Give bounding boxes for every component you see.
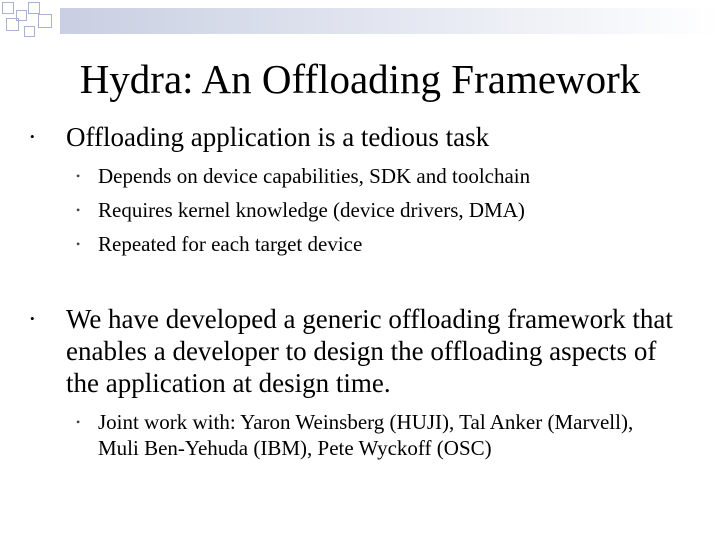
header-decoration [0,0,720,40]
decor-square-4 [28,2,40,14]
sub-bullet-icon: • [76,415,81,429]
bullet-icon: • [30,311,35,326]
bullet-1-sub-3: Repeated for each target device [98,232,363,256]
bullet-2-text: We have developed a generic offloading framework that enables a developer to design the offloading aspects of the application at design time. [66,304,673,398]
sub-bullet-icon: • [76,237,81,251]
slide-title: Hydra: An Offloading Framework [79,56,641,102]
bullet-1-text: Offloading application is a tedious task [66,122,490,152]
header-gradient-bar [60,8,720,34]
bullet-icon: • [30,129,35,144]
bullet-1-sub-2: Requires kernel knowledge (device drivers, DMA) [98,198,525,222]
decor-square-1 [2,2,14,14]
decor-square-5 [38,14,52,28]
sub-bullet-icon: • [76,169,81,183]
sub-bullet-icon: • [76,203,81,217]
bullet-1-sub-1: Depends on device capabilities, SDK and toolchain [98,164,531,188]
decor-square-3 [6,18,19,31]
decor-square-6 [24,26,35,37]
bullet-2-sub-1: Joint work with: Yaron Weinsberg (HUJI), Tal Anker (Marvell), Muli Ben-Yehuda (IBM), Pete Wyckoff (OSC) [98,410,634,460]
